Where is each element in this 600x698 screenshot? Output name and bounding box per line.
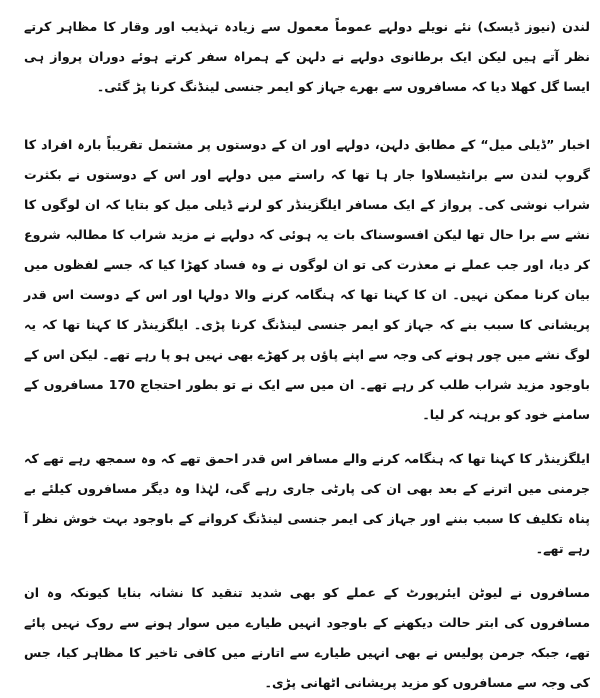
article-paragraph-1: لندن (نیوز ڈیسک) نئے نویلے دولہے عموماً معمول سے زیادہ تہذیب اور وقار کا مظاہر کرتے نظر آتے ہیں لیکن ایک برطانوی دولہے نے دلہن کے ہمراہ سفر کرتے ہوئے دوران پرواز ہی ایسا گل کھلا دیا کہ مسافروں سے بھرے جہاز کو ایمر جنسی لینڈنگ کرنا پڑ گئی۔ [24, 19, 590, 94]
article-paragraph-2: اخبار ”ڈیلی میل“ کے مطابق دلہن، دولہے اور ان کے دوستوں پر مشتمل تقریباً بارہ افراد کا گروپ لندن سے برانٹیسلاوا جار ہا تھا کہ راستے میں دولہے اور اس کے دوستوں نے بکثرت شراب نوشی کی۔ پرواز کے ایک مسافر ایلگزینڈر کو لرنے ڈیلی میل کو بتایا کہ ان لوگوں کا نشے سے برا حال تھا لیکن افسوسناک بات یہ ہوئی کہ دولہے نے مزید شراب کا مطالبہ شروع کر دیا، اور جب عملے نے معذرت کی تو ان لوگوں نے وہ فساد کھڑا کیا کہ جسے لفظوں میں بیان کرنا ممکن نہیں۔ ان کا کہنا تھا کہ ہنگامہ کرنے والا دولہا اور اس کے دوست اس قدر پریشانی کا سبب بنے کہ جہاز کو ایمر جنسی لینڈنگ کرنا پڑی۔ ایلگزینڈر کا کہنا تھا کہ یہ لوگ نشے میں چور ہونے کی وجہ سے اپنے پاؤں پر کھڑے بھی نہیں ہو پا رہے تھے۔ لیکن اس کے باوجود مزید شراب طلب کر رہے تھے۔ ان میں سے ایک نے تو بطور احتجاج 170 مسافروں کے سامنے خود کو برہنہ کر لیا۔ [24, 137, 590, 422]
article-body [24, 12, 590, 698]
article-paragraph-4: مسافروں نے لیوٹن ایئرپورٹ کے عملے کو بھی شدید تنقید کا نشانہ بنایا کیونکہ وہ ان مسافروں کی ابتر حالت دیکھنے کے باوجود انہیں طیارے میں سوار ہونے سے روک نہیں پائے تھے، جبکہ جرمن پولیس نے بھی انہیں طیارے سے اتارنے میں کافی تاخیر کا مظاہر کیا، جس کی وجہ سے مسافروں کو مزید پریشانی اٹھانی پڑی۔ [24, 585, 590, 690]
article-paragraph-3: ایلگزینڈر کا کہنا تھا کہ ہنگامہ کرنے والے مسافر اس قدر احمق تھے کہ وہ سمجھ رہے تھے کہ جرمنی میں اترنے کے بعد بھی ان کی پارٹی جاری رہے گی، لہٰذا وہ دیگر مسافروں کیلئے بے پناہ تکلیف کا سبب بننے اور جہاز کی ایمر جنسی لینڈنگ کروانے کے باوجود بہت خوش نظر آ رہے تھے۔ [24, 451, 590, 556]
